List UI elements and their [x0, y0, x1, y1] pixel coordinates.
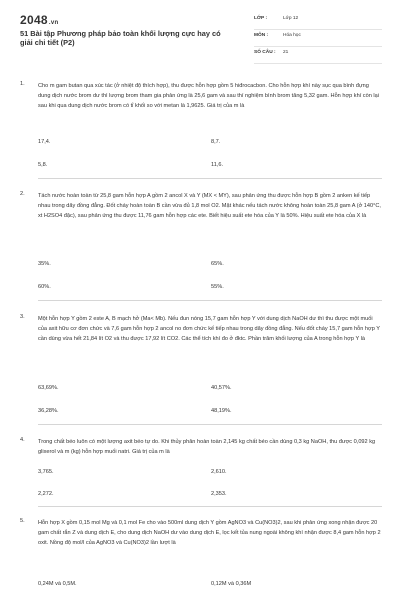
- logo-text: 2048: [20, 13, 48, 27]
- option-c[interactable]: 60%.: [38, 284, 51, 290]
- option-b[interactable]: 65%.: [211, 261, 224, 267]
- meta-row-count: [254, 47, 382, 64]
- question-text: Một hỗn hợp Y gồm 2 este A, B mạch hở (Ma< Mb). Nếu đun nóng 15,7 gam hỗn hợp Y với dung dịch NaOH dư thì thu được một muối của axit hữu cơ đơn chức và 7,6 gam hỗn hợp 2 ancol no đơn chức kế tiếp nhau trong dãy đồng đẳng. Nếu đốt cháy 15,7 gam hỗn hợp Y cần dùng vừa hết 21,84 lít O2 và thu được 17,92 lít CO2. Các thể tích khí đo ở đktc. Phần trăm khối lượng của A trong hỗn hợp Y là: [38, 316, 380, 342]
- question-number: 1.: [20, 81, 25, 87]
- document-title: 51 Bài tập Phương pháp bảo toàn khối lượng cực hay có giải chi tiết (P2): [20, 29, 221, 47]
- question-number: 4.: [20, 437, 25, 443]
- logo-suffix: .vn: [48, 20, 59, 26]
- option-a[interactable]: 17,4.: [38, 139, 51, 145]
- question-text: Tách nước hoàn toàn từ 25,8 gam hỗn hợp A gồm 2 ancol X và Y (MX < MY), sau phản ứng thu được hỗn hợp B gồm 2 anken kế tiếp nhau trong dãy đồng đẳng. Đốt cháy hoàn toàn B cần vừa đủ 1,8 mol O2. Mặt khác nếu tách nước không hoàn toàn 25,8 gam A (ở 140°C, xt H2SO4 đặc), sau phản ứng thu được 11,76 gam hỗn hợp các ete. Biết hiệu suất ete hóa của Y là 50%. Hiệu suất ete hóa của X là: [38, 193, 381, 219]
- option-d[interactable]: 11,6.: [211, 162, 224, 168]
- option-a[interactable]: 3,765.: [38, 469, 54, 475]
- option-b[interactable]: 0,12M và 0,36M: [211, 581, 252, 587]
- question-text: Cho m gam butan qua xúc tác (ở nhiệt độ thích hợp), thu được hỗn hợp gồm 5 hiđrocacbon. Cho hỗn hợp khí này sục qua bình đựng dung dịch nước brom dư thì lượng brom tham gia phản ứng là 25,6 gam và sau thí nghiệm bình brom tăng 5,32 gam. Hỗn hợp khí còn lại sau khi qua dung dịch nước brom có tỉ khối so với metan là 1,9625. Giá trị của m là: [38, 83, 379, 109]
- question-number: 5.: [20, 518, 25, 524]
- option-d[interactable]: 2,353.: [211, 491, 227, 497]
- document-header: [0, 0, 400, 60]
- question-divider: [38, 300, 382, 301]
- meta-value: Hóa học: [283, 33, 301, 38]
- meta-key: MÔN :: [254, 33, 269, 38]
- question-text: Trong chất béo luôn có một lượng axit béo tự do. Khi thủy phân hoàn toàn 2,145 kg chất béo cần dùng 0,3 kg NaOH, thu được 0,092 kg glixerol và m (kg) hỗn hợp muối natri. Giá trị của m là: [38, 439, 376, 455]
- meta-row-subject: [254, 30, 382, 47]
- option-a[interactable]: 35%.: [38, 261, 51, 267]
- meta-key: LỚP :: [254, 16, 268, 21]
- meta-row-grade: [254, 13, 382, 30]
- question-divider: [38, 178, 382, 179]
- question-text: Hỗn hợp X gồm 0,15 mol Mg và 0,1 mol Fe cho vào 500ml dung dịch Y gồm AgNO3 và Cu(NO3)2, sau khi phản ứng xong nhận được 20 gam chất rắn Z và dung dịch E, cho dung dịch NaOH dư vào dung dịch E, lọc kết tủa nung ngoài không khí nhận được 8,4 gam hỗn hợp 2 oxit. Nồng độ mol/l của AgNO3 và Cu(NO3)2 lần lượt là: [38, 520, 381, 546]
- option-c[interactable]: 5,8.: [38, 162, 48, 168]
- question-number: 2.: [20, 191, 25, 197]
- option-d[interactable]: 48,19%.: [211, 408, 232, 414]
- option-b[interactable]: 8,7.: [211, 139, 221, 145]
- question-divider: [38, 424, 382, 425]
- option-c[interactable]: 36,28%.: [38, 408, 59, 414]
- option-c[interactable]: 2,272.: [38, 491, 54, 497]
- meta-value: Lớp 12: [283, 16, 299, 21]
- option-b[interactable]: 40,57%.: [211, 385, 232, 391]
- meta-value: 21: [283, 50, 289, 55]
- option-a[interactable]: 0,24M và 0,5M.: [38, 581, 77, 587]
- question-number: 3.: [20, 314, 25, 320]
- meta-key: SỐ CÂU :: [254, 50, 276, 55]
- option-b[interactable]: 2,610.: [211, 469, 227, 475]
- option-d[interactable]: 55%.: [211, 284, 224, 290]
- question-divider: [38, 506, 382, 507]
- document-meta: [254, 13, 382, 64]
- site-logo[interactable]: [20, 13, 58, 27]
- option-a[interactable]: 63,69%.: [38, 385, 59, 391]
